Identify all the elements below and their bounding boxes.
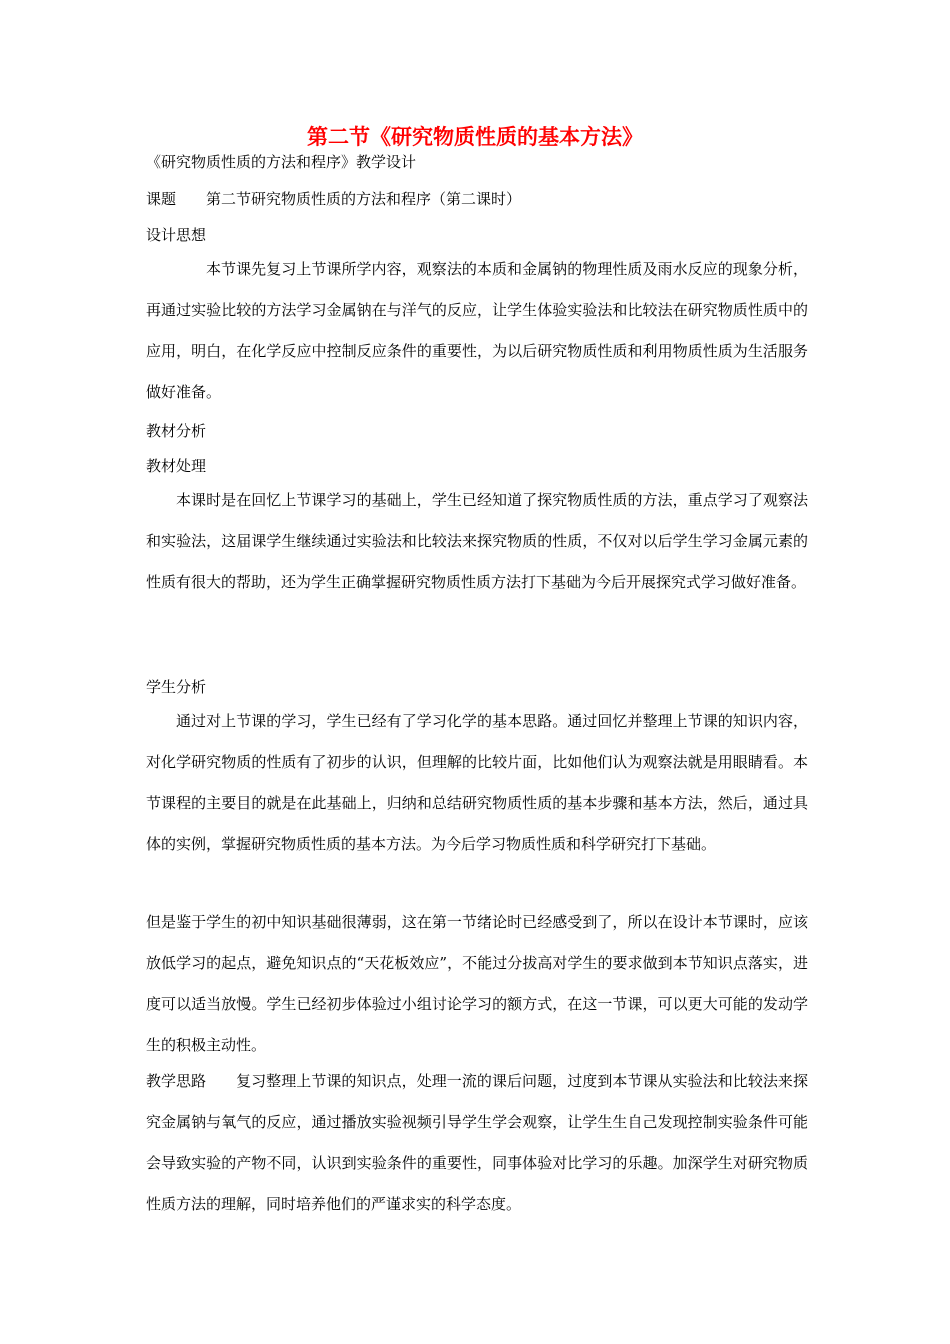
design-idea-heading: 设计思想 bbox=[146, 226, 207, 244]
student-analysis-body-2: 但是鉴于学生的初中知识基础很薄弱，这在第一节绪论时已经感受到了，所以在设计本节课时，应该放低学习的起点，避免知识点的“天花板效应”，不能过分拔高对学生的要求做到本节知识点落实，进度可以适当放慢。学生已经初步体验过小组讨论学习的额方式，在这一节课，可以更大可能的发动学生的积极主动性。 bbox=[146, 913, 808, 1054]
material-processing-heading: 教材处理 bbox=[146, 457, 207, 475]
material-processing-body: 本课时是在回忆上节课学习的基础上，学生已经知道了探究物质性质的方法，重点学习了观察法和实验法，这届课学生继续通过实验法和比较法来探究物质的性质，不仅对以后学生学习金属元素的性质有很大的帮助，还为学生正确掌握研究物质性质方法打下基础为今后开展探究式学习做好准备。 bbox=[146, 491, 808, 591]
student-analysis-heading: 学生分析 bbox=[146, 678, 207, 696]
topic-line bbox=[146, 189, 521, 209]
topic-value: 第二节研究物质性质的方法和程序（第二课时） bbox=[206, 190, 522, 208]
topic-label: 课题 bbox=[146, 190, 177, 208]
teaching-idea-body: 复习整理上节课的知识点，处理一流的课后问题，过度到本节课从实验法和比较法来探究金属钠与氧气的反应，通过播放实验视频引导学生学会观察，让学生生自己发现控制实验条件可能会导致实验的产物不同，认识到实验条件的重要性，同事体验对比学习的乐趣。加深学生对研究物质性质方法的理解，同时培养他们的严谨求实的科学态度。 bbox=[146, 1072, 808, 1213]
teaching-idea-label: 教学思路 bbox=[146, 1072, 207, 1090]
material-analysis-heading: 教材分析 bbox=[146, 422, 207, 440]
document-title: 第二节《研究物质性质的基本方法》 bbox=[307, 125, 643, 149]
document-subtitle: 《研究物质性质的方法和程序》教学设计 bbox=[146, 153, 417, 171]
student-analysis-body-1: 通过对上节课的学习，学生已经有了学习化学的基本思路。通过回忆并整理上节课的知识内容，对化学研究物质的性质有了初步的认识，但理解的比较片面，比如他们认为观察法就是用眼睛看。本节课程的主要目的就是在此基础上，归纳和总结研究物质性质的基本步骤和基本方法，然后，通过具体的实例，掌握研究物质性质的基本方法。为今后学习物质性质和科学研究打下基础。 bbox=[146, 712, 808, 853]
teaching-idea-paragraph bbox=[146, 1061, 808, 1225]
design-idea-body: 本节课先复习上节课所学内容，观察法的本质和金属钠的物理性质及雨水反应的现象分析，再通过实验比较的方法学习金属钠在与洋气的反应，让学生体验实验法和比较法在研究物质性质中的应用，明白，在化学反应中控制反应条件的重要性，为以后研究物质性质和利用物质性质为生活服务做好准备。 bbox=[146, 260, 808, 401]
